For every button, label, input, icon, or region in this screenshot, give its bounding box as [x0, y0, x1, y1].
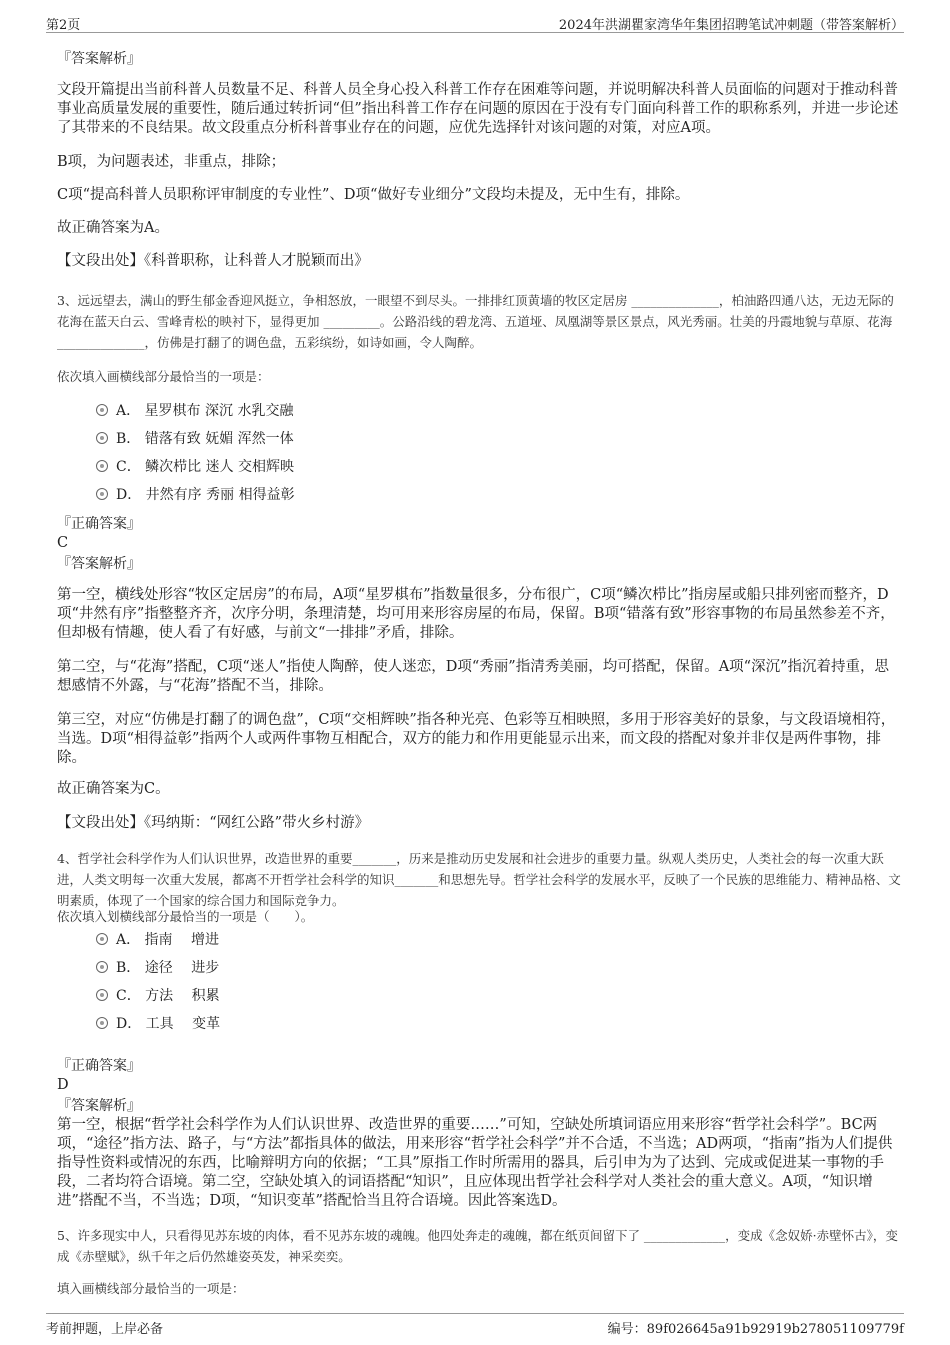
- page-footer: [46, 1313, 904, 1336]
- option-c[interactable]: C． 鳞次栉比 迷人 交相辉映: [96, 457, 294, 477]
- explain-paragraph: 第二空，与“花海”搭配，C项“迷人”指使人陶醉，使人迷恋，D项“秀丽”指清秀美丽，均可搭配，保留。A项“深沉”指沉着持重，思想感情不外露，与“花海”搭配不当，排除。: [57, 659, 889, 694]
- explain-label: 『答案解析』: [57, 1098, 141, 1114]
- explain-paragraph: 第一空，根据“哲学社会科学作为人们认识世界、改造世界的重要……”可知，空缺处所填词语应用来形容“哲学社会科学”。BC两项，“途径”指方法、路子，与“方法”都指具体的做法，用来形容“哲学社会科学”并不合适，不当选；AD两项，“指南”指为人们提供指导性资料或情况的东西，比喻辩明方向的依据；“工具”原指工作时所需用的器具，后引申为为了达到、完成或促进某一事物的手段，二者均符合语境。第二空，空缺处填入的词语搭配“知识”，且应体现出哲学社会科学对人类社会的重大意义。A项，“知识增进”搭配不当，不当选；D项，“知识变革”搭配恰当且符合语境。因此答案选D。: [57, 1117, 893, 1209]
- question-text: 4、哲学社会科学作为人们认识世界，改造世界的重要_______，历来是推动历史发展和社会进步的重要力量。纵观人类历史，人类社会的每一次重大跃进，人类文明每一次重大发展，都离不开哲学社会科学的知识_______和思想先导。哲学社会科学的发展水平，反映了一个民族的思维能力、精神品格、文明素质，体现了一个国家的综合国力和国际竞争力。: [57, 851, 901, 908]
- source-line: 【文段出处】《科普职称，让科普人才脱颖而出》: [57, 253, 369, 269]
- option-d[interactable]: D． 工具 变革: [96, 1014, 220, 1034]
- option-b[interactable]: B． 途径 进步: [96, 958, 219, 978]
- explain-paragraph: 文段开篇提出当前科普人员数量不足、科普人员全身心投入科普工作存在困难等问题，并说明解决科普人员面临的问题对于推动科普事业高质量发展的重要性，随后通过转折词“但”指出科普工作存在问题的原因在于没有专门面向科普工作的职称系列，并进一步论述了其带来的不良结果。故文段重点分析科普事业存在的问题，应优先选择针对该问题的对策，对应A项。: [57, 82, 899, 136]
- correct-answer: D: [57, 1077, 69, 1093]
- radio-icon[interactable]: [96, 1017, 108, 1029]
- source-line: 【文段出处】《玛纳斯：“网红公路”带火乡村游》: [57, 815, 370, 831]
- explain-paragraph: C项“提高科普人员职称评审制度的专业性”、D项“做好专业细分”文段均未提及，无中生有，排除。: [57, 187, 690, 203]
- correct-answer-label: 『正确答案』: [57, 516, 141, 532]
- correct-answer-label: 『正确答案』: [57, 1058, 141, 1074]
- question-prompt: 依次填入划横线部分最恰当的一项是（ ）。: [57, 909, 314, 924]
- radio-icon[interactable]: [96, 933, 108, 945]
- page-number: 第2页: [46, 18, 81, 33]
- question-prompt: 依次填入画横线部分最恰当的一项是：: [57, 369, 270, 384]
- radio-icon[interactable]: [96, 404, 108, 416]
- document-title: 2024年洪湖瞿家湾华年集团招聘笔试冲刺题（带答案解析）: [558, 18, 904, 33]
- explain-paragraph: 故正确答案为C。: [57, 781, 170, 797]
- question-text: 3、远远望去，满山的野生郁金香迎风挺立，争相怒放，一眼望不到尽头。一排排红顶黄墙的牧区定居房 ______________，柏油路四通八达，无边无际的花海在蓝天白云、雪峰青松的映衬下，显得更加 _________。公路沿线的碧龙湾、五道垭、凤凰湖等景区景点，风光秀丽。壮美的丹霞地貌与草原、花海 ______________，仿佛是打翻了的调色盘，五彩缤纷，如诗如画，令人陶醉。: [57, 293, 894, 350]
- footer-slogan: 考前押题，上岸必备: [46, 1322, 164, 1337]
- question-text: 5、许多现实中人，只看得见苏东坡的肉体，看不见苏东坡的魂魄。他四处奔走的魂魄，都在纸页间留下了 _____________，变成《念奴娇·赤壁怀古》，变成《赤壁赋》，纵千年之后仍然雄姿英发，神采奕奕。: [57, 1228, 898, 1264]
- explain-paragraph: 第一空，横线处形容“牧区定居房”的布局，A项“星罗棋布”指数量很多，分布很广，C项“鳞次栉比”指房屋或船只排列密而整齐，D项“井然有序”指整整齐齐，次序分明，条理清楚，均可用来形容房屋的布局，保留。B项“错落有致”形容事物的布局虽然参差不齐，但却极有情趣，使人看了有好感，与前文“一排排”矛盾，排除。: [57, 587, 895, 641]
- radio-icon[interactable]: [96, 961, 108, 973]
- radio-icon[interactable]: [96, 488, 108, 500]
- question-prompt: 填入画横线部分最恰当的一项是：: [57, 1281, 245, 1296]
- radio-icon[interactable]: [96, 460, 108, 472]
- explain-label: 『答案解析』: [57, 556, 141, 572]
- correct-answer: C: [57, 535, 69, 551]
- document-id: 编号：89f026645a91b92919b278051109779f: [607, 1322, 904, 1337]
- explain-paragraph: 第三空，对应“仿佛是打翻了的调色盘”，C项“交相辉映”指各种光亮、色彩等互相映照，多用于形容美好的景象，与文段语境相符，当选。D项“相得益彰”指两个人或两件事物互相配合，双方的能力和作用更能显示出来，而文段的搭配对象并非仅是两件事物，排除。: [57, 712, 896, 766]
- option-d[interactable]: D． 井然有序 秀丽 相得益彰: [96, 485, 295, 505]
- explain-paragraph: B项，为问题表述，非重点，排除；: [57, 154, 286, 170]
- option-c[interactable]: C． 方法 积累: [96, 986, 220, 1006]
- radio-icon[interactable]: [96, 989, 108, 1001]
- radio-icon[interactable]: [96, 432, 108, 444]
- explain-label: 『答案解析』: [57, 51, 141, 67]
- explain-paragraph: 故正确答案为A。: [57, 220, 169, 236]
- option-b[interactable]: B． 错落有致 妩媚 浑然一体: [96, 429, 294, 449]
- option-a[interactable]: A． 星罗棋布 深沉 水乳交融: [96, 401, 293, 421]
- option-a[interactable]: A． 指南 增进: [96, 930, 219, 950]
- page-header: [46, 12, 904, 33]
